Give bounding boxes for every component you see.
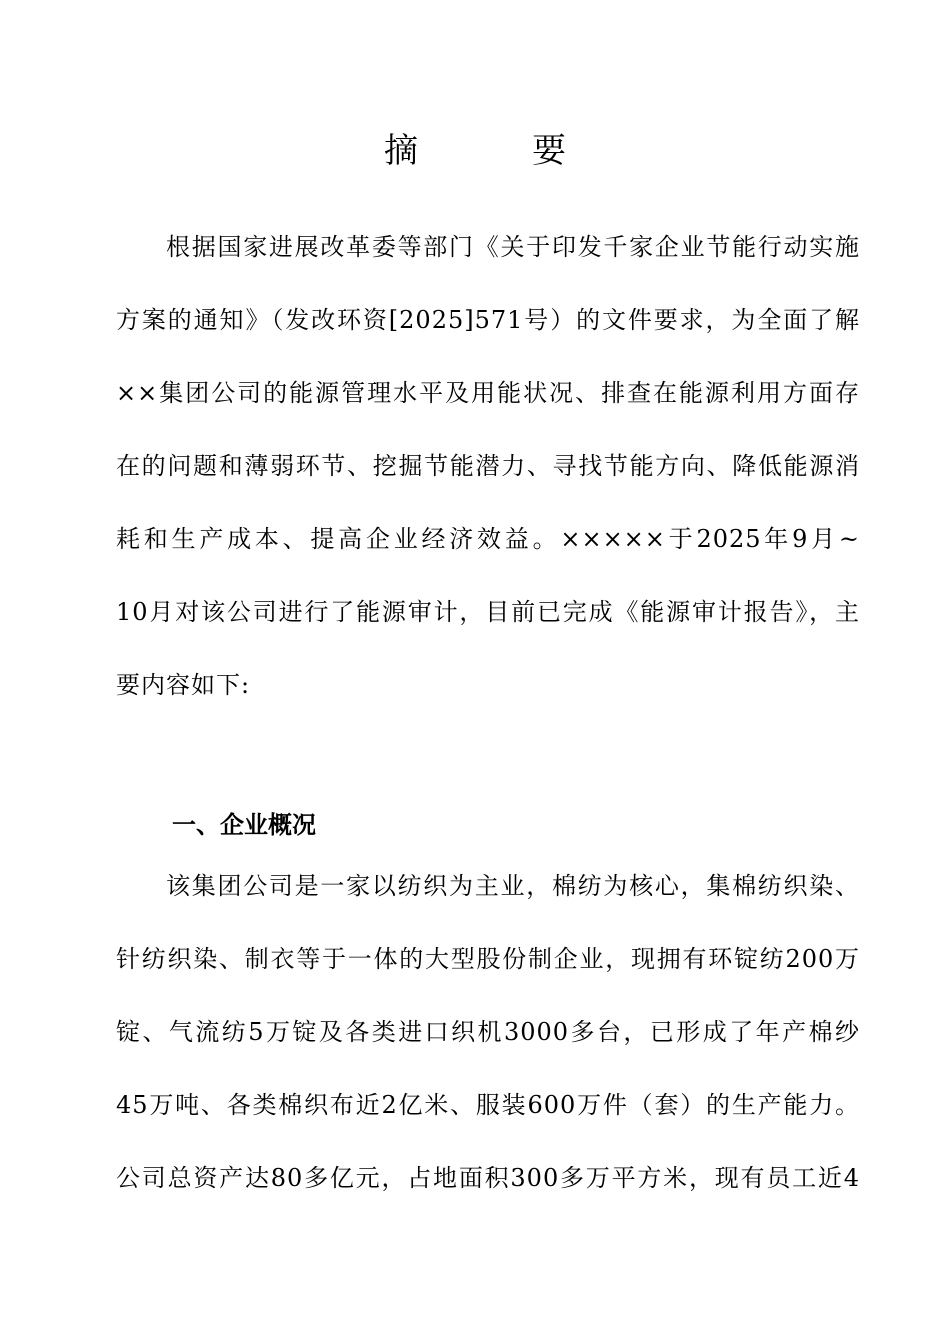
page-title: 摘 要: [384, 131, 606, 171]
intro-paragraph: [116, 211, 860, 722]
intro-line: 10月对该公司进行了能源审计，目前已完成《能源审计报告》，主: [116, 598, 860, 626]
section-paragraph: [116, 850, 860, 1215]
section-line: 该集团公司是一家以纺织为主业，棉纺为核心，集棉纺织染、: [166, 872, 860, 900]
section-line: 公司总资产达80多亿元，占地面积300多万平方米，现有员工近4: [116, 1164, 860, 1192]
intro-line: 耗和生产成本、提高企业经济效益。×××××于2025年9月~: [116, 525, 860, 553]
section-heading: 一、企业概况: [172, 810, 316, 839]
section-line: 针纺织染、制衣等于一体的大型股份制企业，现拥有环锭纺200万: [116, 945, 860, 973]
intro-line: 要内容如下:: [116, 671, 251, 699]
intro-line: 根据国家进展改革委等部门《关于印发千家企业节能行动实施: [166, 233, 860, 261]
intro-line: ××集团公司的能源管理水平及用能状况、排查在能源利用方面存: [116, 379, 860, 407]
intro-line: 方案的通知》（发改环资[2025]571号）的文件要求，为全面了解: [116, 306, 860, 334]
section-line: 锭、气流纺5万锭及各类进口织机3000多台，已形成了年产棉纱: [116, 1018, 860, 1046]
section-line: 45万吨、各类棉织布近2亿米、服装600万件（套）的生产能力。: [116, 1091, 860, 1119]
intro-line: 在的问题和薄弱环节、挖掘节能潜力、寻找节能方向、降低能源消: [116, 452, 860, 480]
